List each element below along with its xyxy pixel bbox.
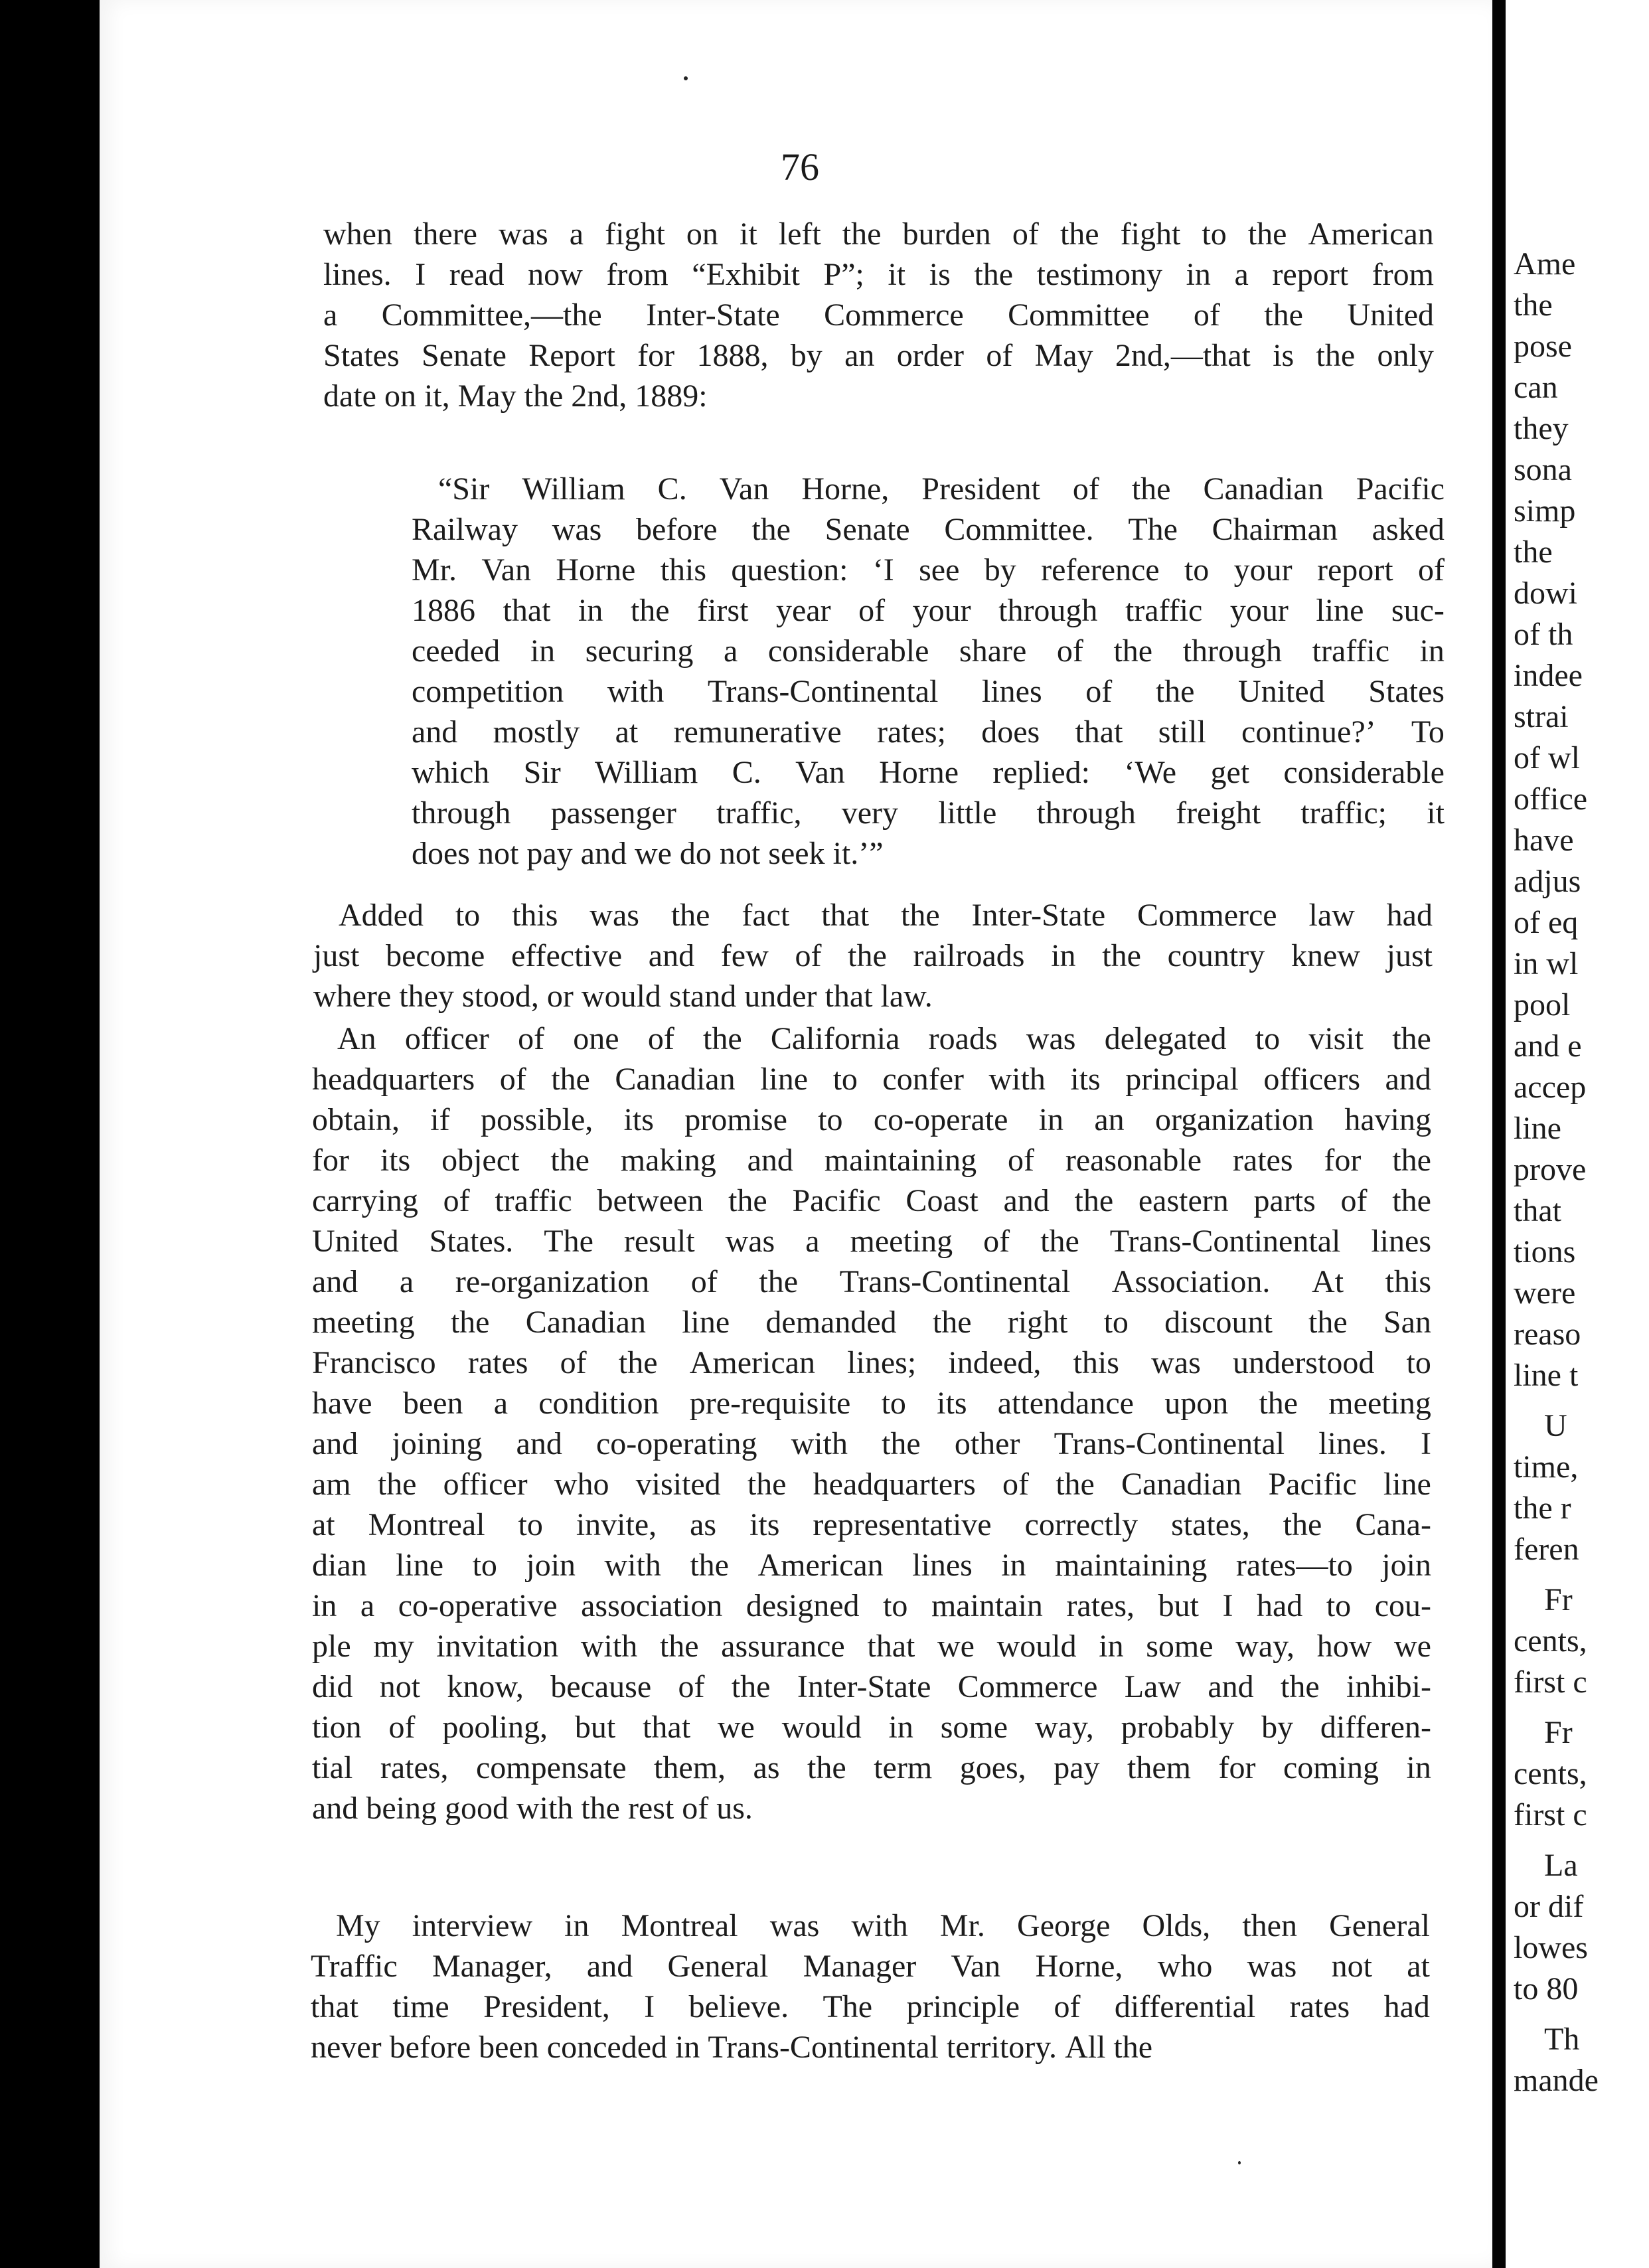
text-line: and a re-organization of the Trans-Continental Association. At this xyxy=(312,1264,1431,1299)
scan-border-left xyxy=(0,0,100,2268)
right-page-line: simp xyxy=(1514,493,1576,528)
text-line: where they stood, or would stand under that law. xyxy=(313,979,933,1014)
right-page-line: were xyxy=(1514,1275,1576,1311)
text-line: through passenger traffic, very little through freight traffic; it xyxy=(412,795,1445,831)
right-page-line: pool xyxy=(1514,987,1571,1022)
right-page-line: line xyxy=(1514,1111,1561,1146)
right-page-line: or dif xyxy=(1514,1889,1584,1924)
text-line: An officer of one of the California roads was delegated to visit the xyxy=(337,1021,1431,1056)
right-page-line: office xyxy=(1514,781,1588,817)
intro-paragraph xyxy=(323,214,1434,416)
right-page-line: that xyxy=(1514,1193,1561,1228)
right-page-line: dowi xyxy=(1514,576,1577,611)
right-page-line: Th xyxy=(1544,2022,1580,2057)
right-page-line: pose xyxy=(1514,329,1572,364)
text-line: Francisco rates of the American lines; indeed, this was understood to xyxy=(312,1345,1431,1380)
right-page-line: the xyxy=(1514,534,1553,570)
right-page-line: Fr xyxy=(1544,1582,1573,1617)
right-page-line: line t xyxy=(1514,1358,1579,1393)
right-page-line: prove xyxy=(1514,1152,1587,1187)
text-line: obtain, if possible, its promise to co-operate in an organization having xyxy=(312,1102,1431,1137)
speck xyxy=(684,76,688,80)
text-line: have been a condition pre-requisite to its attendance upon the meeting xyxy=(312,1386,1431,1421)
interview-paragraph xyxy=(311,1905,1430,2067)
right-page-line: they xyxy=(1514,411,1569,446)
text-line: meeting the Canadian line demanded the right to discount the San xyxy=(312,1305,1431,1340)
text-line: carrying of traffic between the Pacific Coast and the eastern parts of the xyxy=(312,1183,1431,1218)
right-page-line: Ame xyxy=(1514,246,1576,282)
officer-paragraph xyxy=(312,1018,1431,1828)
text-line: Railway was before the Senate Committee. The Chairman asked xyxy=(412,512,1445,547)
right-page-line: strai xyxy=(1514,699,1569,734)
right-page-line: reaso xyxy=(1514,1317,1581,1352)
right-page-line: indee xyxy=(1514,658,1583,693)
text-line: ceeded in securing a considerable share of the through traffic in xyxy=(412,633,1445,669)
text-line: which Sir William C. Van Horne replied: ‘We get considerable xyxy=(412,755,1445,790)
text-line: ple my invitation with the assurance that we would in some way, how we xyxy=(312,1629,1431,1664)
right-page-line: adjus xyxy=(1514,864,1581,899)
text-line: competition with Trans-Continental lines of the United States xyxy=(412,674,1445,709)
right-page-line: of th xyxy=(1514,617,1573,652)
right-page-line: accep xyxy=(1514,1070,1587,1105)
right-page-line: the xyxy=(1514,287,1553,323)
text-line: Traffic Manager, and General Manager Van Horne, who was not at xyxy=(311,1949,1430,1984)
right-page-line: mande xyxy=(1514,2063,1599,2098)
speck xyxy=(1238,2161,1241,2164)
right-page-line: lowes xyxy=(1514,1930,1588,1965)
right-page-line: U xyxy=(1544,1408,1567,1443)
right-page-line: and e xyxy=(1514,1028,1582,1064)
text-line: at Montreal to invite, as its representative correctly states, the Cana- xyxy=(312,1507,1431,1542)
text-line: Mr. Van Horne this question: ‘I see by reference to your report of xyxy=(412,552,1445,588)
text-line: “Sir William C. Van Horne, President of the Canadian Pacific xyxy=(438,471,1445,507)
text-line: and being good with the rest of us. xyxy=(312,1791,753,1826)
text-line: 1886 that in the first year of your through traffic your line suc- xyxy=(412,593,1445,628)
right-page-line: can xyxy=(1514,370,1558,405)
text-line: when there was a fight on it left the burden of the fight to the American xyxy=(323,216,1434,252)
text-line: does not pay and we do not seek it.’” xyxy=(412,836,884,871)
right-page-line: the r xyxy=(1514,1491,1571,1526)
text-line: date on it, May the 2nd, 1889: xyxy=(323,378,708,414)
text-line: tial rates, compensate them, as the term goes, pay them for coming in xyxy=(312,1750,1431,1785)
text-line: and joining and co-operating with the other Trans-Continental lines. I xyxy=(312,1426,1431,1461)
right-page-fragment xyxy=(1506,0,1649,2268)
right-page-line: have xyxy=(1514,823,1574,858)
text-line: that time President, I believe. The principle of differential rates had xyxy=(311,1989,1430,2024)
book-gutter xyxy=(1492,0,1506,2268)
text-line: for its object the making and maintaining of reasonable rates for the xyxy=(312,1143,1431,1178)
text-line: States Senate Report for 1888, by an order of May 2nd,—that is the only xyxy=(323,338,1434,373)
right-page-line: Fr xyxy=(1544,1715,1573,1750)
quoted-testimony xyxy=(412,469,1445,874)
text-line: a Committee,—the Inter-State Commerce Committee of the United xyxy=(323,297,1434,333)
text-line: tion of pooling, but that we would in some way, probably by differen- xyxy=(312,1710,1431,1745)
right-page-line: feren xyxy=(1514,1532,1579,1567)
text-line: never before been conceded in Trans-Continental territory. All the xyxy=(311,2030,1153,2065)
text-line: just become effective and few of the railroads in the country knew just xyxy=(313,938,1433,973)
right-page-line: tions xyxy=(1514,1234,1576,1269)
text-line: am the officer who visited the headquarters of the Canadian Pacific line xyxy=(312,1467,1431,1502)
text-line: in a co-operative association designed to maintain rates, but I had to cou- xyxy=(312,1588,1431,1623)
text-line: Added to this was the fact that the Inter-State Commerce law had xyxy=(339,898,1433,933)
right-page-line: first c xyxy=(1514,1797,1587,1832)
left-page xyxy=(100,0,1492,2268)
page-number: 76 xyxy=(781,145,819,189)
right-page-line: cents, xyxy=(1514,1756,1587,1791)
right-page-line: first c xyxy=(1514,1664,1587,1700)
text-line: United States. The result was a meeting of the Trans-Continental lines xyxy=(312,1224,1431,1259)
text-line: dian line to join with the American lines in maintaining rates—to join xyxy=(312,1548,1431,1583)
right-page-line: La xyxy=(1544,1848,1578,1883)
right-page-line: sona xyxy=(1514,452,1572,487)
text-line: did not know, because of the Inter-State Commerce Law and the inhibi- xyxy=(312,1669,1431,1704)
right-page-line: cents, xyxy=(1514,1623,1587,1659)
text-line: and mostly at remunerative rates; does that still continue?’ To xyxy=(412,714,1445,750)
right-page-line: in wl xyxy=(1514,946,1579,981)
text-line: lines. I read now from “Exhibit P”; it is the testimony in a report from xyxy=(323,257,1434,292)
text-line: My interview in Montreal was with Mr. George Olds, then General xyxy=(336,1908,1430,1943)
right-page-line: to 80 xyxy=(1514,1971,1579,2006)
added-paragraph xyxy=(313,895,1433,1016)
right-page-line: of eq xyxy=(1514,905,1579,940)
right-page-line: of wl xyxy=(1514,740,1580,775)
text-line: headquarters of the Canadian line to confer with its principal officers and xyxy=(312,1062,1431,1097)
right-page-line: time, xyxy=(1514,1449,1579,1485)
